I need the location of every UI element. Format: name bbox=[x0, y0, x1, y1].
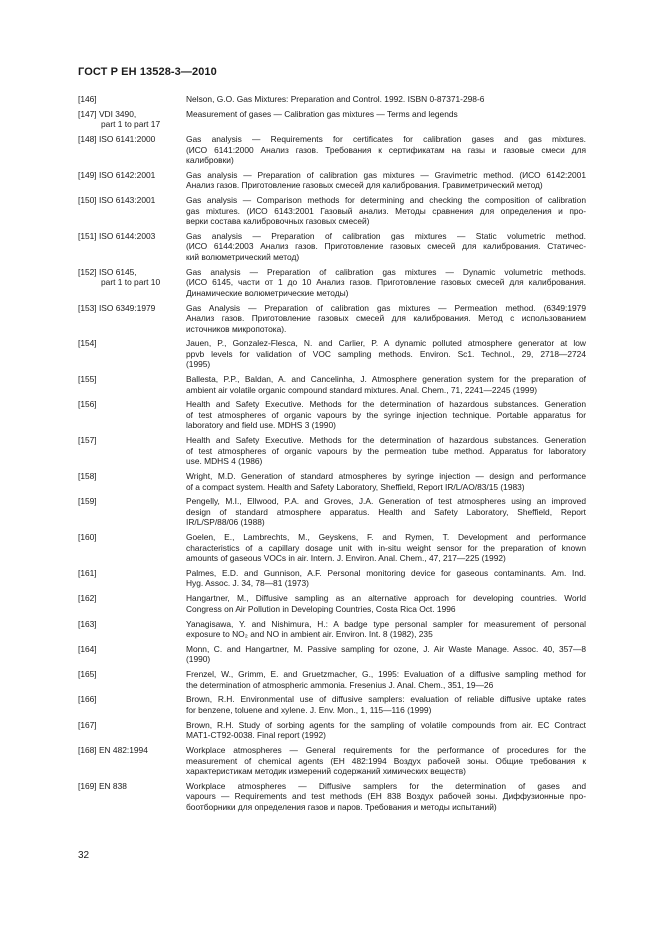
reference-text bbox=[186, 374, 586, 395]
reference-number bbox=[78, 644, 186, 665]
reference-text-line: кий волюметрический метод) bbox=[186, 251, 300, 262]
reference-number-line: [155] bbox=[78, 374, 97, 385]
reference-text-line: measurement of chemical agents (ЕН 482:1994 Воздух рабочей зоны. Общие требования к bbox=[186, 755, 586, 766]
reference-text-line: vapours — Requirements and test methods (ЕН 838 Воздух рабочей зоны. Диффузионные про- bbox=[186, 791, 586, 802]
reference-number-line: [147] VDI 3490, bbox=[78, 108, 137, 119]
reference-number bbox=[78, 170, 186, 191]
reference-number-line: [149] ISO 6142:2001 bbox=[78, 169, 156, 180]
reference-text bbox=[186, 303, 586, 335]
reference-number bbox=[78, 109, 186, 130]
reference-text bbox=[186, 195, 586, 227]
reference-entry bbox=[78, 374, 586, 395]
reference-text bbox=[186, 399, 586, 431]
reference-number-line: [168] EN 482:1994 bbox=[78, 745, 148, 756]
reference-text bbox=[186, 134, 586, 166]
reference-entry bbox=[78, 94, 586, 105]
reference-text-line: Nelson, G.O. Gas Mixtures: Preparation and Control. 1992. ISBN 0-87371-298-6 bbox=[186, 94, 485, 104]
reference-list bbox=[78, 94, 586, 817]
reference-text-line: Yanagisawa, Y. and Nishimura, H.: A badge type personal sampler for measurement of personal bbox=[186, 618, 586, 629]
reference-text-line: amounts of gaseous VOCs in air. Intern. J. Environ. Anal. Chem., 47, 217—225 (1992) bbox=[186, 553, 506, 564]
reference-number-line: [153] ISO 6349:1979 bbox=[78, 302, 156, 313]
reference-text-line: (ИСО 6144:2003 Анализ газов. Приготовление газовых смесей для калибрования. Статичес- bbox=[186, 241, 586, 252]
reference-text-line: ambient air volatile organic compound standard mixtures. Anal. Chem., 71, 2241—2245 (1999) bbox=[186, 384, 538, 395]
reference-number-line: [162] bbox=[78, 593, 97, 604]
reference-text-line: the determination of atmospheric ammonia. Fresenius J. Anal. Chem., 351, 19—26 bbox=[186, 679, 494, 690]
reference-text bbox=[186, 619, 586, 640]
reference-entry bbox=[78, 720, 586, 741]
reference-number-line: [169] EN 838 bbox=[78, 780, 127, 791]
reference-number bbox=[78, 303, 186, 335]
reference-entry bbox=[78, 496, 586, 528]
page-number: 32 bbox=[78, 850, 90, 861]
reference-number bbox=[78, 496, 186, 528]
reference-text-line: Wright, M.D. Generation of standard atmospheres by syringe injection — design and performance bbox=[186, 471, 586, 482]
reference-text-line: Workplace atmospheres — Diffusive samplers for the determination of gases and bbox=[186, 780, 586, 791]
reference-number-line: [156] bbox=[78, 399, 97, 410]
reference-text-line: Palmes, E.D. and Gunnison, A.F. Personal monitoring device for gaseous contaminants. Am. Ind. bbox=[186, 567, 586, 578]
reference-text bbox=[186, 231, 586, 263]
reference-number bbox=[78, 435, 186, 467]
reference-text-line: ppvb levels for validation of VOC sampling methods. Environ. Sc1. Technol., 29, 2718—2724 bbox=[186, 348, 586, 359]
reference-entry bbox=[78, 338, 586, 370]
reference-text bbox=[186, 720, 586, 741]
reference-number bbox=[78, 267, 186, 299]
reference-text-line: for benzene, toluene and xylene. J. Env. Mon., 1, 115—116 (1999) bbox=[186, 704, 432, 715]
reference-number-line: [160] bbox=[78, 532, 97, 543]
reference-text bbox=[186, 593, 586, 614]
reference-entry bbox=[78, 195, 586, 227]
reference-text-line: of test atmospheres of organic vapours by the permeation tube method. Apparatus for laboratory bbox=[186, 445, 586, 456]
reference-entry bbox=[78, 399, 586, 431]
reference-text-line: Gas analysis — Requirements for certificates for calibration gases and gas mixtures. bbox=[186, 134, 586, 145]
reference-number-line: part 1 to part 17 bbox=[101, 119, 161, 130]
reference-text-line: use. MDHS 4 (1986) bbox=[186, 456, 263, 467]
reference-number bbox=[78, 471, 186, 492]
reference-number bbox=[78, 745, 186, 777]
reference-text-line: Measurement of gases — Calibration gas mixtures — Terms and legends bbox=[186, 108, 458, 119]
reference-text-line: Gas analysis — Comparison methods for determining and checking the composition of calibration bbox=[186, 195, 586, 206]
reference-text bbox=[186, 109, 586, 130]
reference-text-line: design of standard atmosphere apparatus. Health and Safety Laboratory, Sheffield, Report bbox=[186, 506, 586, 517]
reference-text-line: Pengelly, M.I., Ellwood, P.A. and Groves, J.A. Generation of test atmospheres using an improved bbox=[186, 496, 586, 507]
reference-text-line: gas mixtures. (ИСО 6143:2001 Газовый анализ. Методы сравнения для определения и про- bbox=[186, 205, 586, 216]
reference-number bbox=[78, 374, 186, 395]
reference-entry bbox=[78, 435, 586, 467]
reference-number bbox=[78, 593, 186, 614]
reference-text-line: Monn, C. and Hangartner, M. Passive sampling for ozone, J. Air Waste Manage. Assoc. 40, 357—8 bbox=[186, 643, 586, 654]
reference-text-line: exposure to NO₂ and NO in ambient air. Environ. Int. 8 (1982), 235 bbox=[186, 629, 433, 640]
reference-text-line: Health and Safety Executive. Methods for the determination of hazardous substances. Generation bbox=[186, 435, 586, 446]
reference-text-line: IR/L/SP/88/06 (1988) bbox=[186, 517, 265, 528]
reference-text-line: Gas analysis — Preparation of calibration gas mixtures — Gravimetric method. (ИСО 6142:2001 bbox=[186, 169, 586, 180]
reference-text bbox=[186, 745, 586, 777]
reference-text-line: of a compact system. Health and Safety Laboratory, Sheffield, Report IR/L/AO/83/15 (1983) bbox=[186, 481, 525, 492]
reference-number bbox=[78, 94, 186, 105]
reference-text-line: (ИСО 6145, части от 1 до 10 Анализ газов. Приготовление газовых смесей для калибрования. bbox=[186, 277, 586, 288]
reference-text-line: верки состава калибровочных газовых смесей) bbox=[186, 216, 370, 227]
reference-entry bbox=[78, 669, 586, 690]
reference-number-line: [158] bbox=[78, 471, 97, 482]
reference-number-line: [161] bbox=[78, 567, 97, 578]
reference-text-line: Congress on Air Pollution in Developing Countries, Costa Rica Oct. 1996 bbox=[186, 603, 456, 614]
reference-text-line: Frenzel, W., Grimm, E. and Gruetzmacher, G., 1995: Evaluation of a diffusive sampling method for bbox=[186, 669, 586, 680]
reference-entry bbox=[78, 170, 586, 191]
reference-entry bbox=[78, 231, 586, 263]
reference-text-line: Goelen, E., Lambrechts, M., Geyskens, F. and Rymen, T. Development and performance bbox=[186, 532, 586, 543]
reference-text-line: Brown, R.H. Study of sorbing agents for the sampling of volatile compounds from air. EC Contract bbox=[186, 719, 586, 730]
reference-number bbox=[78, 568, 186, 589]
reference-text bbox=[186, 496, 586, 528]
reference-entry bbox=[78, 303, 586, 335]
reference-entry bbox=[78, 532, 586, 564]
reference-entry bbox=[78, 644, 586, 665]
reference-number bbox=[78, 694, 186, 715]
reference-text bbox=[186, 94, 586, 105]
reference-text-line: Hyg. Assoc. J. 34, 78—81 (1973) bbox=[186, 578, 309, 589]
reference-text bbox=[186, 568, 586, 589]
reference-text-line: Анализ газов. Приготовление газовых смесей для калибрования. Гравиметрический метод) bbox=[186, 180, 543, 191]
reference-entry bbox=[78, 593, 586, 614]
reference-number-line: [150] ISO 6143:2001 bbox=[78, 195, 156, 206]
reference-number bbox=[78, 669, 186, 690]
reference-text-line: калибровки) bbox=[186, 155, 234, 166]
document-header: ГОСТ Р ЕН 13528-3—2010 bbox=[78, 66, 217, 78]
reference-text-line: characteristics of a capillary dosage unit with in-situ weight sensor for the preparation of known bbox=[186, 542, 586, 553]
reference-text bbox=[186, 532, 586, 564]
reference-text-line: laboratory and field use. MDHS 3 (1990) bbox=[186, 420, 336, 431]
reference-text bbox=[186, 170, 586, 191]
reference-number-line: [151] ISO 6144:2003 bbox=[78, 230, 156, 241]
reference-number-line: [154] bbox=[78, 338, 97, 349]
reference-text-line: Workplace atmospheres — General requirements for the performance of procedures for the bbox=[186, 745, 586, 756]
reference-entry bbox=[78, 267, 586, 299]
reference-number bbox=[78, 338, 186, 370]
reference-number-line: [157] bbox=[78, 435, 97, 446]
reference-number-line: [166] bbox=[78, 694, 97, 705]
reference-text-line: Jauen, P., Gonzalez-Flesca, N. and Carlier, P. A dynamic polluted atmosphere generator at low bbox=[186, 338, 586, 349]
reference-number bbox=[78, 781, 186, 813]
reference-number bbox=[78, 399, 186, 431]
reference-number-line: [165] bbox=[78, 669, 97, 680]
reference-text bbox=[186, 669, 586, 690]
reference-text bbox=[186, 781, 586, 813]
reference-text-line: Ballesta, P.P., Baldan, A. and Cancelinha, J. Atmosphere generation system for the preparation of bbox=[186, 374, 586, 385]
reference-text-line: Анализ газов. Приготовление газовых смесей для калибрования. Метод с использованием bbox=[186, 313, 586, 324]
reference-number bbox=[78, 532, 186, 564]
reference-entry bbox=[78, 781, 586, 813]
reference-number bbox=[78, 619, 186, 640]
reference-text-line: Brown, R.H. Environmental use of diffusive samplers: evaluation of reliable diffusive uptake rates bbox=[186, 694, 586, 705]
reference-entry bbox=[78, 568, 586, 589]
reference-text bbox=[186, 338, 586, 370]
reference-text-line: характеристикам методик измерений содержаний химических веществ) bbox=[186, 766, 466, 777]
reference-number bbox=[78, 195, 186, 227]
reference-entry bbox=[78, 109, 586, 130]
reference-text-line: MAT1-CT92-0038. Final report (1992) bbox=[186, 730, 326, 741]
reference-text-line: (1990) bbox=[186, 654, 211, 665]
reference-text-line: Gas analysis — Preparation of calibration gas mixtures — Static volumetric method. bbox=[186, 230, 586, 241]
reference-number-line: [146] bbox=[78, 94, 97, 104]
reference-number-line: [167] bbox=[78, 719, 97, 730]
reference-number bbox=[78, 720, 186, 741]
reference-entry bbox=[78, 134, 586, 166]
reference-number-line: part 1 to part 10 bbox=[101, 277, 161, 288]
reference-number-line: [148] ISO 6141:2000 bbox=[78, 134, 156, 145]
reference-entry bbox=[78, 619, 586, 640]
reference-entry bbox=[78, 694, 586, 715]
reference-text-line: Hangartner, M., Diffusive sampling as an alternative approach for developing countries. World bbox=[186, 593, 586, 604]
reference-entry bbox=[78, 745, 586, 777]
reference-text-line: Health and Safety Executive. Methods for the determination of hazardous substances. Generation bbox=[186, 399, 586, 410]
reference-text-line: Gas Analysis — Preparation of calibration gas mixtures — Permeation method. (6349:1979 bbox=[186, 302, 586, 313]
reference-text bbox=[186, 471, 586, 492]
reference-text bbox=[186, 267, 586, 299]
reference-number-line: [163] bbox=[78, 618, 97, 629]
reference-text bbox=[186, 694, 586, 715]
reference-text-line: Gas analysis — Preparation of calibration gas mixtures — Dynamic volumetric methods. bbox=[186, 266, 586, 277]
reference-text bbox=[186, 435, 586, 467]
reference-text-line: (ИСО 6141:2000 Анализ газов. Требования к сертификатам на газы и газовые смеси для bbox=[186, 144, 586, 155]
reference-text-line: источников микропотока). bbox=[186, 323, 287, 334]
reference-text-line: of test atmospheres of organic vapours by the syringe injection technique. Portable apparatus for bbox=[186, 409, 586, 420]
reference-number-line: [159] bbox=[78, 496, 97, 507]
reference-number-line: [164] bbox=[78, 643, 97, 654]
reference-number-line: [152] ISO 6145, bbox=[78, 266, 137, 277]
reference-entry bbox=[78, 471, 586, 492]
reference-text-line: Динамические волюметрические методы) bbox=[186, 287, 349, 298]
reference-number bbox=[78, 134, 186, 166]
reference-text bbox=[186, 644, 586, 665]
reference-text-line: боотборники для определения газов и паров. Требования и методы испытаний) bbox=[186, 801, 497, 812]
reference-text-line: (1995) bbox=[186, 359, 211, 370]
reference-number bbox=[78, 231, 186, 263]
